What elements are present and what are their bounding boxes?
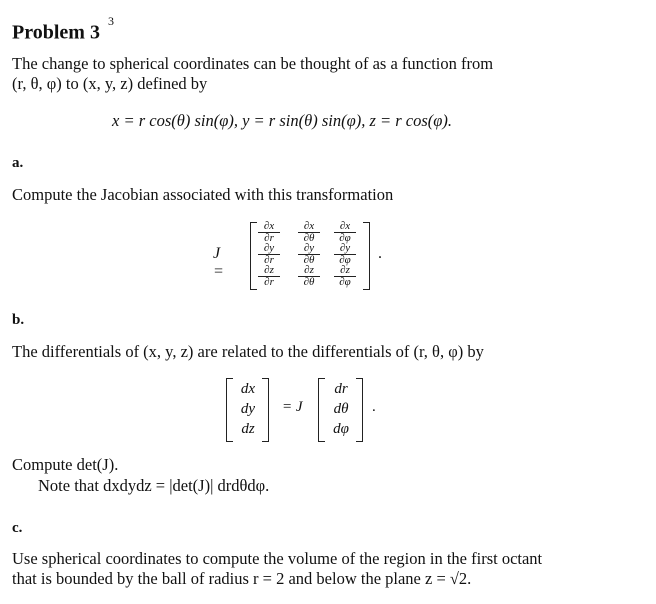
right-vector-bracket-r: [356, 378, 363, 442]
dtheta-entry: dθ: [333, 401, 349, 417]
right-vector-bracket-l: [318, 378, 325, 442]
part-c-line-1: Use spherical coordinates to compute the volume of the region in the first octant: [12, 549, 543, 568]
matrix-period: .: [378, 245, 382, 262]
part-b-label: b.: [12, 312, 25, 328]
compute-det: Compute det(J).: [12, 455, 119, 474]
numerator: ∂x: [334, 222, 356, 233]
denominator: ∂r: [264, 232, 274, 244]
dphi-entry: dφ: [333, 421, 349, 437]
title-superscript: 3: [107, 14, 114, 28]
matrix-entry: [258, 244, 280, 265]
denominator: ∂r: [264, 276, 274, 288]
part-a-text: Compute the Jacobian associated with this transformation: [12, 185, 394, 204]
intro-line-2: (r, θ, φ) to (x, y, z) defined by: [12, 74, 208, 93]
equals-J: = J: [282, 399, 303, 415]
numerator: ∂z: [258, 266, 280, 277]
dx-entry: dx: [240, 381, 256, 397]
dz-entry: dz: [241, 421, 255, 437]
dr-entry: dr: [334, 381, 348, 397]
dy-entry: dy: [240, 401, 256, 417]
left-bracket: [250, 222, 257, 290]
denominator: ∂φ: [339, 232, 351, 244]
title-text: Problem 3: [12, 21, 100, 44]
jacobian-label: J =: [213, 245, 224, 280]
spherical-equation: x = r cos(θ) sin(φ), y = r sin(θ) sin(φ), z = r cos(φ).: [112, 111, 453, 130]
matrix-entry: [298, 266, 320, 287]
volume-note: Note that dxdydz = |det(J)| drdθdφ.: [38, 476, 270, 495]
matrix-entry: [298, 244, 320, 265]
left-vector-bracket-r: [262, 378, 269, 442]
numerator: ∂z: [334, 266, 356, 277]
numerator: ∂y: [334, 244, 356, 255]
denominator: ∂θ: [303, 276, 315, 288]
matrix-entry: [334, 266, 356, 287]
numerator: ∂y: [298, 244, 320, 255]
denominator: ∂θ: [303, 254, 315, 266]
denominator: ∂φ: [339, 276, 351, 288]
denominator: ∂θ: [303, 232, 315, 244]
right-bracket: [363, 222, 370, 290]
denominator: ∂φ: [339, 254, 351, 266]
matrix-entry: [258, 222, 280, 243]
left-vector-bracket-l: [226, 378, 233, 442]
numerator: ∂y: [258, 244, 280, 255]
intro-line-1: The change to spherical coordinates can be thought of as a function from: [12, 54, 494, 73]
denominator: ∂r: [264, 254, 274, 266]
matrix-entry: [258, 266, 280, 287]
matrix-entry: [334, 222, 356, 243]
part-a-label: a.: [12, 155, 24, 171]
numerator: ∂x: [258, 222, 280, 233]
part-c-label: c.: [12, 520, 23, 536]
numerator: ∂x: [298, 222, 320, 233]
numerator: ∂z: [298, 266, 320, 277]
part-c-line-2: that is bounded by the ball of radius r = 2 and below the plane z = √2.: [12, 569, 472, 588]
problem-title: [12, 14, 114, 45]
part-b-text: The differentials of (x, y, z) are related to the differentials of (r, θ, φ) by: [12, 342, 484, 361]
matrix-entry: [334, 244, 356, 265]
matrix-entry: [298, 222, 320, 243]
vector-period: .: [372, 399, 376, 415]
